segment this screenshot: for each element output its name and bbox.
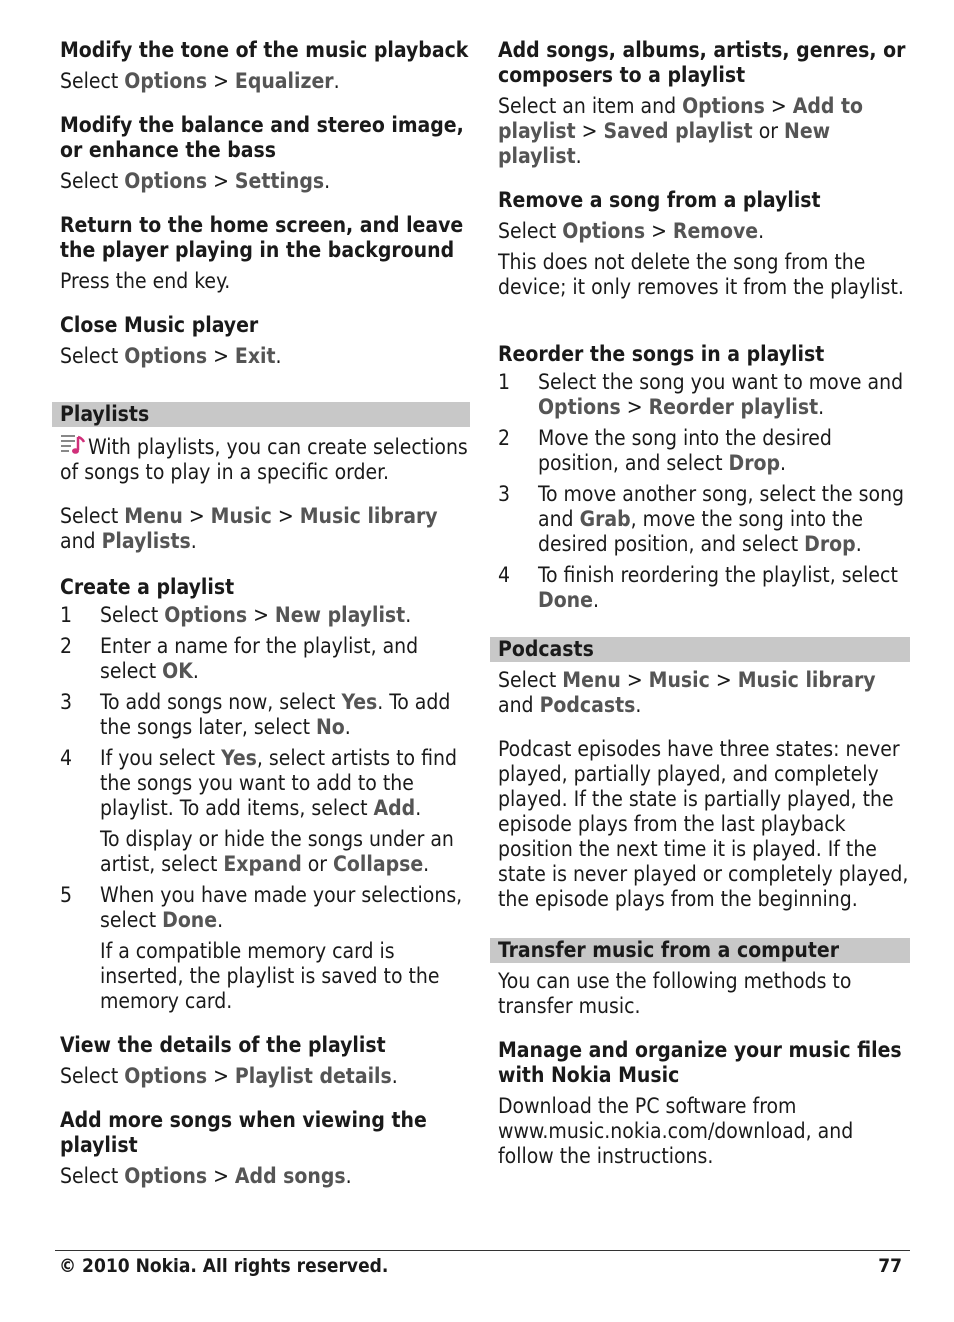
section-playlists: Playlists: [52, 402, 470, 427]
list-item: 3 To add songs now, select Yes. To add the songs later, select No.: [60, 690, 451, 739]
text-add-songs: Select an item and Options > Add to playlist > Saved playlist or New playlist.: [498, 94, 863, 168]
text-playlists-intro: With playlists, you can create selections of songs to play in a specific order.: [60, 435, 468, 484]
playlist-icon: [60, 433, 86, 457]
heading-return-home: Return to the home screen, and leave the player playing in the background: [60, 213, 464, 262]
list-item-note: If a compatible memory card is inserted, the playlist is saved to the memory card.: [100, 939, 440, 1013]
text-remove-note: This does not delete the song from the device; it only removes it from the playlist.: [498, 250, 904, 299]
list-item: 1 Select Options > New playlist.: [60, 603, 412, 627]
heading-reorder: Reorder the songs in a playlist: [498, 342, 825, 366]
heading-add-more-songs: Add more songs when viewing the playlist: [60, 1108, 427, 1157]
section-podcasts: Podcasts: [490, 637, 910, 662]
list-item: 1 Select the song you want to move and Options > Reorder playlist.: [498, 370, 904, 419]
heading-close-player: Close Music player: [60, 313, 259, 337]
list-item: 3 To move another song, select the song and Grab, move the song into the desired position, and select Drop.: [498, 482, 905, 556]
text-podcasts-select: Select Menu > Music > Music library and Podcasts.: [498, 668, 876, 717]
list-item: 2 Enter a name for the playlist, and select OK.: [60, 634, 419, 683]
text-podcasts-states: Podcast episodes have three states: never played, partially played, and completely played. If the state is partially played, the episode plays from the last playback position the next time it is played. If the state is never played or completely played, the episode plays from the beginning.: [498, 737, 909, 911]
heading-create-playlist: Create a playlist: [60, 575, 235, 599]
page-number: 77: [878, 1255, 902, 1277]
list-item-note: To display or hide the songs under an artist, select Expand or Collapse.: [100, 827, 454, 876]
right-column: [498, 38, 910, 1169]
text-playlists-select: Select Menu > Music > Music library and Playlists.: [60, 504, 438, 553]
list-item: 4 If you select Yes, select artists to find the songs you want to add to the playlist. To add items, select Add.: [60, 746, 457, 820]
copyright-text: © 2010 Nokia. All rights reserved.: [59, 1255, 389, 1277]
text-modify-balance: Select Options > Settings.: [60, 169, 331, 193]
text-remove-song: Select Options > Remove.: [498, 219, 765, 243]
text-manage-music: Download the PC software from www.music.nokia.com/download, and follow the instructions.: [498, 1094, 854, 1168]
heading-manage-music: Manage and organize your music files with Nokia Music: [498, 1038, 902, 1087]
text-return-home: Press the end key.: [60, 269, 231, 293]
heading-add-songs: Add songs, albums, artists, genres, or composers to a playlist: [498, 38, 906, 87]
page-footer: [55, 1250, 910, 1279]
text-modify-tone: Select Options > Equalizer.: [60, 69, 340, 93]
heading-remove-song: Remove a song from a playlist: [498, 188, 821, 212]
text-close-player: Select Options > Exit.: [60, 344, 282, 368]
heading-modify-tone: Modify the tone of the music playback: [60, 38, 469, 62]
section-transfer-music: Transfer music from a computer: [490, 938, 910, 963]
text-view-details: Select Options > Playlist details.: [60, 1064, 398, 1088]
heading-modify-balance: Modify the balance and stereo image, or enhance the bass: [60, 113, 464, 162]
left-column: [60, 38, 470, 1189]
list-item: 4 To finish reordering the playlist, select Done.: [498, 563, 898, 612]
list-item: 5 When you have made your selections, select Done.: [60, 883, 463, 932]
text-transfer: You can use the following methods to transfer music.: [498, 969, 852, 1018]
heading-view-details: View the details of the playlist: [60, 1033, 386, 1057]
list-item: 2 Move the song into the desired position, and select Drop.: [498, 426, 832, 475]
text-add-more-songs: Select Options > Add songs.: [60, 1164, 352, 1188]
